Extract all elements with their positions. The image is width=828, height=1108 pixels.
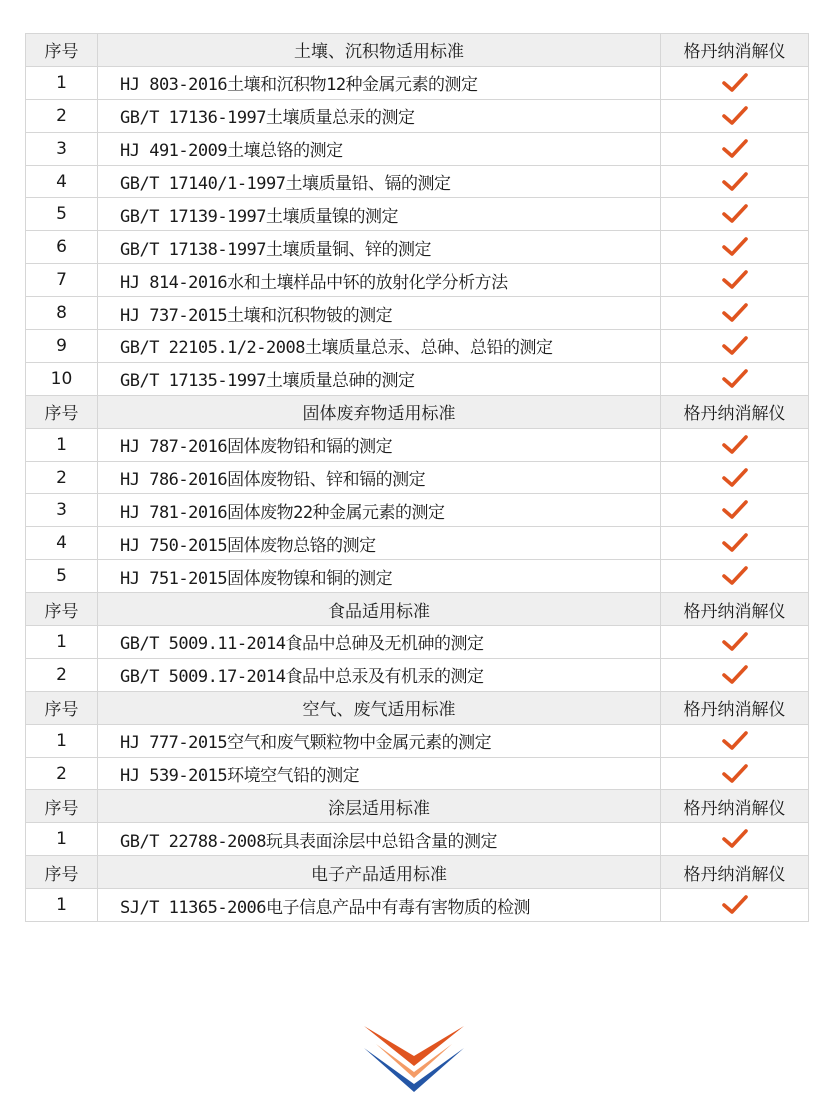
check-cell <box>661 297 809 330</box>
row-number: 1 <box>26 626 98 659</box>
standard-name: HJ 751-2015固体废物镍和铜的测定 <box>98 560 661 593</box>
standard-name: GB/T 5009.11-2014食品中总砷及无机砷的测定 <box>98 626 661 659</box>
check-cell <box>661 165 809 198</box>
table-row <box>26 165 809 198</box>
checkmark-icon <box>721 335 749 357</box>
section-title: 食品适用标准 <box>98 593 661 626</box>
standard-name: GB/T 17140/1-1997土壤质量铅、镉的测定 <box>98 165 661 198</box>
checkmark-icon <box>721 368 749 390</box>
check-cell <box>661 330 809 363</box>
row-number: 2 <box>26 461 98 494</box>
row-number: 8 <box>26 297 98 330</box>
section-header-row <box>26 593 809 626</box>
row-number: 5 <box>26 560 98 593</box>
standard-name: HJ 737-2015土壤和沉积物铍的测定 <box>98 297 661 330</box>
standard-name: HJ 803-2016土壤和沉积物12种金属元素的测定 <box>98 66 661 99</box>
checkmark-icon <box>721 631 749 653</box>
checkmark-icon <box>721 302 749 324</box>
standard-name: HJ 777-2015空气和废气颗粒物中金属元素的测定 <box>98 724 661 757</box>
header-no: 序号 <box>26 593 98 626</box>
checkmark-icon <box>721 565 749 587</box>
section-header-row <box>26 790 809 823</box>
header-no: 序号 <box>26 790 98 823</box>
header-no: 序号 <box>26 34 98 67</box>
section-title: 电子产品适用标准 <box>98 856 661 889</box>
standard-name: HJ 750-2015固体废物总铬的测定 <box>98 527 661 560</box>
table-row <box>26 231 809 264</box>
standard-name: GB/T 17139-1997土壤质量镍的测定 <box>98 198 661 231</box>
checkmark-icon <box>721 236 749 258</box>
row-number: 1 <box>26 889 98 922</box>
table-row <box>26 66 809 99</box>
standard-name: GB/T 17136-1997土壤质量总汞的测定 <box>98 99 661 132</box>
check-cell <box>661 362 809 395</box>
table-row <box>26 362 809 395</box>
header-device: 格丹纳消解仪 <box>661 593 809 626</box>
row-number: 5 <box>26 198 98 231</box>
check-cell <box>661 66 809 99</box>
standard-name: SJ/T 11365-2006电子信息产品中有毒有害物质的检测 <box>98 889 661 922</box>
header-no: 序号 <box>26 691 98 724</box>
table-body <box>26 34 809 922</box>
brand-chevron-logo <box>362 1022 466 1094</box>
check-cell <box>661 494 809 527</box>
row-number: 2 <box>26 99 98 132</box>
section-header-row <box>26 691 809 724</box>
table-row <box>26 132 809 165</box>
row-number: 1 <box>26 66 98 99</box>
row-number: 10 <box>26 362 98 395</box>
table-row <box>26 461 809 494</box>
checkmark-icon <box>721 203 749 225</box>
header-device: 格丹纳消解仪 <box>661 790 809 823</box>
section-header-row <box>26 395 809 428</box>
section-title: 涂层适用标准 <box>98 790 661 823</box>
checkmark-icon <box>721 894 749 916</box>
table-row <box>26 494 809 527</box>
header-no: 序号 <box>26 395 98 428</box>
checkmark-icon <box>721 467 749 489</box>
table-row <box>26 724 809 757</box>
check-cell <box>661 198 809 231</box>
check-cell <box>661 132 809 165</box>
check-cell <box>661 461 809 494</box>
row-number: 7 <box>26 264 98 297</box>
checkmark-icon <box>721 269 749 291</box>
section-title: 土壤、沉积物适用标准 <box>98 34 661 67</box>
checkmark-icon <box>721 171 749 193</box>
checkmark-icon <box>721 499 749 521</box>
header-device: 格丹纳消解仪 <box>661 34 809 67</box>
header-no: 序号 <box>26 856 98 889</box>
checkmark-icon <box>721 763 749 785</box>
standard-name: HJ 539-2015环境空气铅的测定 <box>98 757 661 790</box>
header-device: 格丹纳消解仪 <box>661 691 809 724</box>
checkmark-icon <box>721 138 749 160</box>
row-number: 9 <box>26 330 98 363</box>
table-row <box>26 560 809 593</box>
check-cell <box>661 428 809 461</box>
check-cell <box>661 99 809 132</box>
standard-name: GB/T 17135-1997土壤质量总砷的测定 <box>98 362 661 395</box>
check-cell <box>661 658 809 691</box>
check-cell <box>661 560 809 593</box>
table-row <box>26 198 809 231</box>
standard-name: HJ 781-2016固体废物22种金属元素的测定 <box>98 494 661 527</box>
check-cell <box>661 264 809 297</box>
checkmark-icon <box>721 730 749 752</box>
row-number: 2 <box>26 757 98 790</box>
table-row <box>26 527 809 560</box>
check-cell <box>661 757 809 790</box>
check-cell <box>661 527 809 560</box>
checkmark-icon <box>721 532 749 554</box>
standards-table <box>25 33 809 922</box>
table-row <box>26 99 809 132</box>
row-number: 1 <box>26 428 98 461</box>
standard-name: GB/T 17138-1997土壤质量铜、锌的测定 <box>98 231 661 264</box>
row-number: 3 <box>26 494 98 527</box>
row-number: 1 <box>26 823 98 856</box>
section-title: 固体废弃物适用标准 <box>98 395 661 428</box>
row-number: 3 <box>26 132 98 165</box>
standard-name: HJ 491-2009土壤总铬的测定 <box>98 132 661 165</box>
check-cell <box>661 724 809 757</box>
checkmark-icon <box>721 72 749 94</box>
check-cell <box>661 231 809 264</box>
section-title: 空气、废气适用标准 <box>98 691 661 724</box>
header-device: 格丹纳消解仪 <box>661 856 809 889</box>
table-row <box>26 626 809 659</box>
row-number: 6 <box>26 231 98 264</box>
standard-name: GB/T 5009.17-2014食品中总汞及有机汞的测定 <box>98 658 661 691</box>
table-row <box>26 428 809 461</box>
checkmark-icon <box>721 828 749 850</box>
table-row <box>26 823 809 856</box>
header-device: 格丹纳消解仪 <box>661 395 809 428</box>
checkmark-icon <box>721 664 749 686</box>
row-number: 4 <box>26 165 98 198</box>
check-cell <box>661 626 809 659</box>
section-header-row <box>26 34 809 67</box>
standard-name: HJ 787-2016固体废物铅和镉的测定 <box>98 428 661 461</box>
table-row <box>26 757 809 790</box>
standard-name: GB/T 22788-2008玩具表面涂层中总铅含量的测定 <box>98 823 661 856</box>
check-cell <box>661 889 809 922</box>
checkmark-icon <box>721 434 749 456</box>
row-number: 1 <box>26 724 98 757</box>
standard-name: GB/T 22105.1/2-2008土壤质量总汞、总砷、总铅的测定 <box>98 330 661 363</box>
table-row <box>26 264 809 297</box>
table-row <box>26 297 809 330</box>
standard-name: HJ 786-2016固体废物铅、锌和镉的测定 <box>98 461 661 494</box>
table-row <box>26 889 809 922</box>
row-number: 4 <box>26 527 98 560</box>
table-row <box>26 658 809 691</box>
checkmark-icon <box>721 105 749 127</box>
standard-name: HJ 814-2016水和土壤样品中钚的放射化学分析方法 <box>98 264 661 297</box>
row-number: 2 <box>26 658 98 691</box>
section-header-row <box>26 856 809 889</box>
table-row <box>26 330 809 363</box>
check-cell <box>661 823 809 856</box>
